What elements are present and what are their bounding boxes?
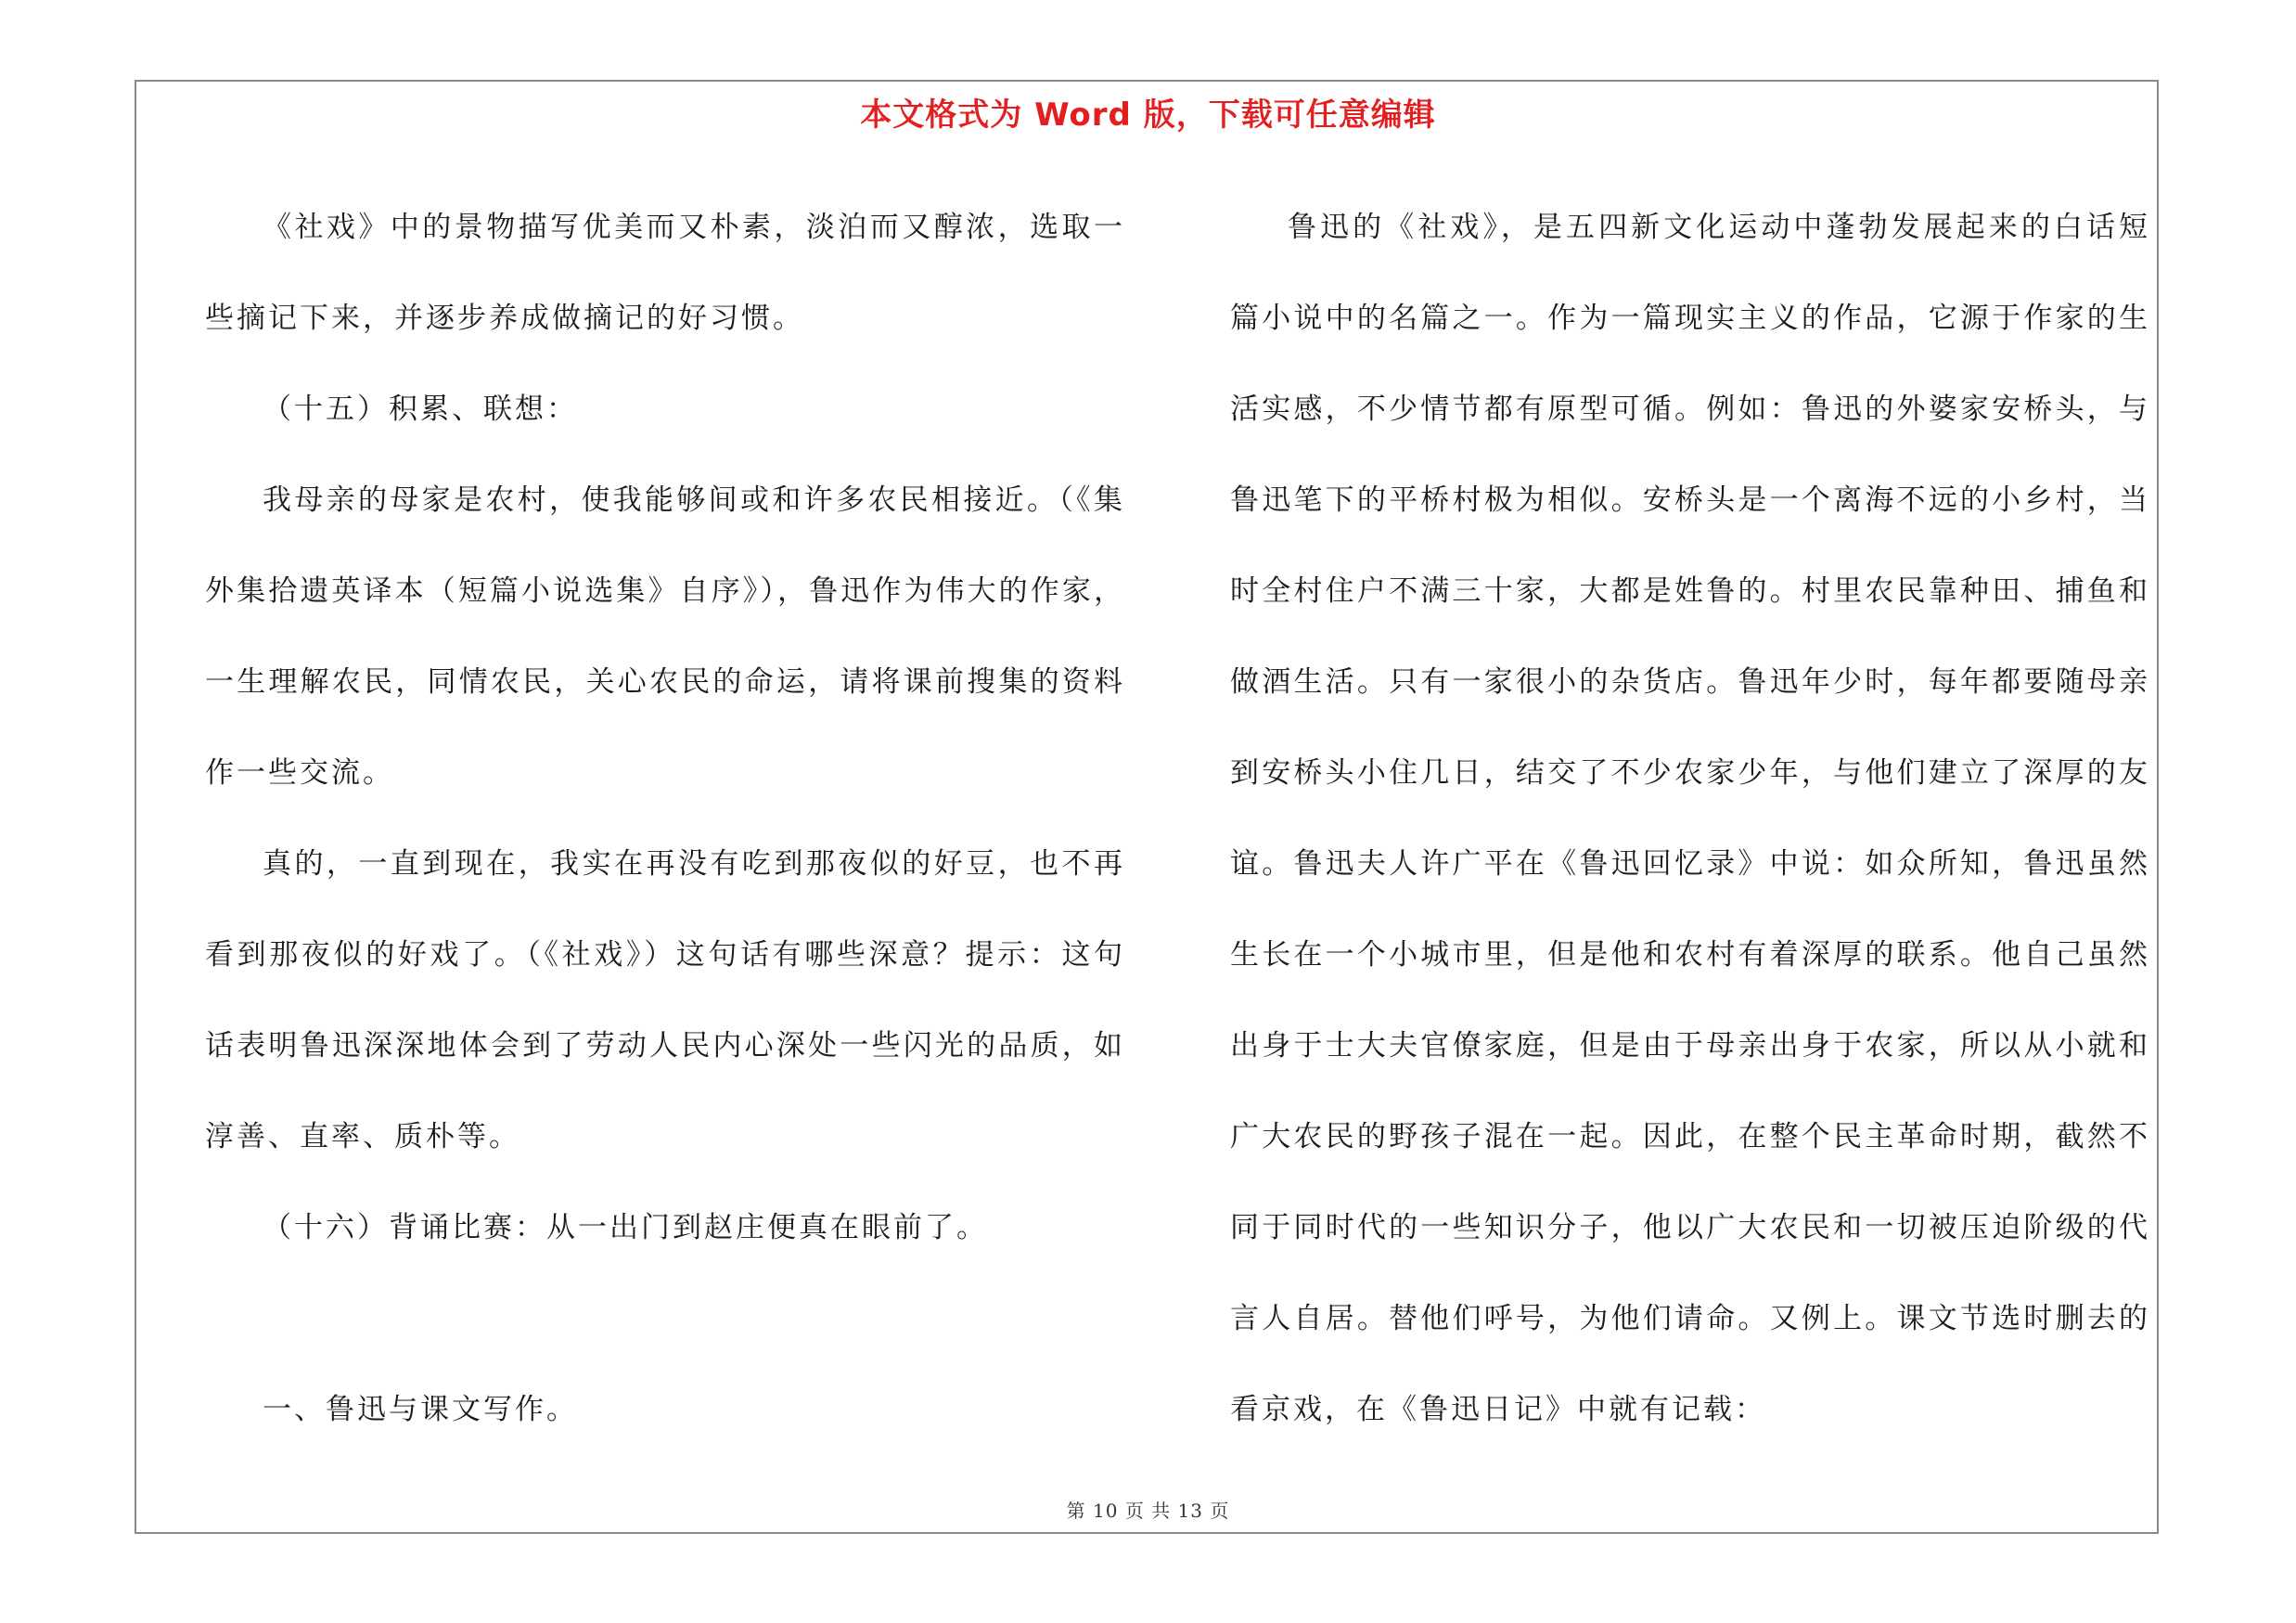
- header-banner: 本文格式为 Word 版，下载可任意编辑: [860, 97, 1436, 134]
- paragraph: 鲁迅的《社戏》，是五四新文化运动中蓬勃发展起来的白话短篇小说中的名篇之一。作为一篇现实主义的作品，它源于作家的生活实感，不少情节都有原型可循。例如：鲁迅的外婆家安桥头，与鲁迅笔下的平桥村极为相似。安桥头是一个离海不远的小乡村，当时全村住户不满三十家，大都是姓鲁的。村里农民靠种田、捕鱼和做酒生活。只有一家很小的杂货店。鲁迅年少时，每年都要随母亲到安桥头小住几日，结交了不少农家少年，与他们建立了深厚的友谊。鲁迅夫人许广平在《鲁迅回忆录》中说：如众所知，鲁迅虽然生长在一个小城市里，但是他和农村有着深厚的联系。他自己虽然出身于士大夫官僚家庭，但是由于母亲出身于农家，所以从小就和广大农民的野孩子混在一起。因此，在整个民主革命时期，截然不同于同时代的一些知识分子，他以广大农民和一切被压迫阶级的代言人自居。替他们呼号，为他们请命。又例上。课文节选时删去的看京戏，在《鲁迅日记》中就有记载：: [1230, 211, 2150, 1426]
- section-heading: 一、鲁迅与课文写作。: [263, 1393, 578, 1426]
- paragraph: （十六）背诵比赛：从一出门到赵庄便真在眼前了。: [263, 1211, 988, 1244]
- page-prefix: 第: [1066, 1500, 1086, 1522]
- paragraph: 我母亲的母家是农村，使我能够间或和许多农民相接近。（《集外集拾遗英译本（短篇小说选集》自序》），鲁迅作为伟大的作家，一生理解农民，同情农民，关心农民的命运，请将课前搜集的资料作一些交流。: [205, 483, 1125, 790]
- left-column: [205, 182, 1125, 1455]
- paragraph: 真的，一直到现在，我实在再没有吃到那夜似的好豆，也不再看到那夜似的好戏了。（《社戏》）这句话有哪些深意？提示：这句话表明鲁迅深深地体会到了劳动人民内心深处一些闪光的品质，如淳善、直率、质朴等。: [205, 847, 1125, 1153]
- paragraph: （十五）积累、联想：: [263, 393, 578, 426]
- right-column: [1230, 182, 2150, 1455]
- page-number: [0, 1496, 2296, 1523]
- blank-line: [205, 1273, 1125, 1364]
- paragraph: 《社戏》中的景物描写优美而又朴素，淡泊而又醇浓，选取一些摘记下来，并逐步养成做摘记的好习惯。: [205, 211, 1125, 335]
- current-page: 10: [1093, 1500, 1119, 1522]
- page-suffix: 页: [1210, 1500, 1230, 1522]
- page-middle: 页 共: [1124, 1500, 1172, 1522]
- total-pages: 13: [1177, 1500, 1203, 1522]
